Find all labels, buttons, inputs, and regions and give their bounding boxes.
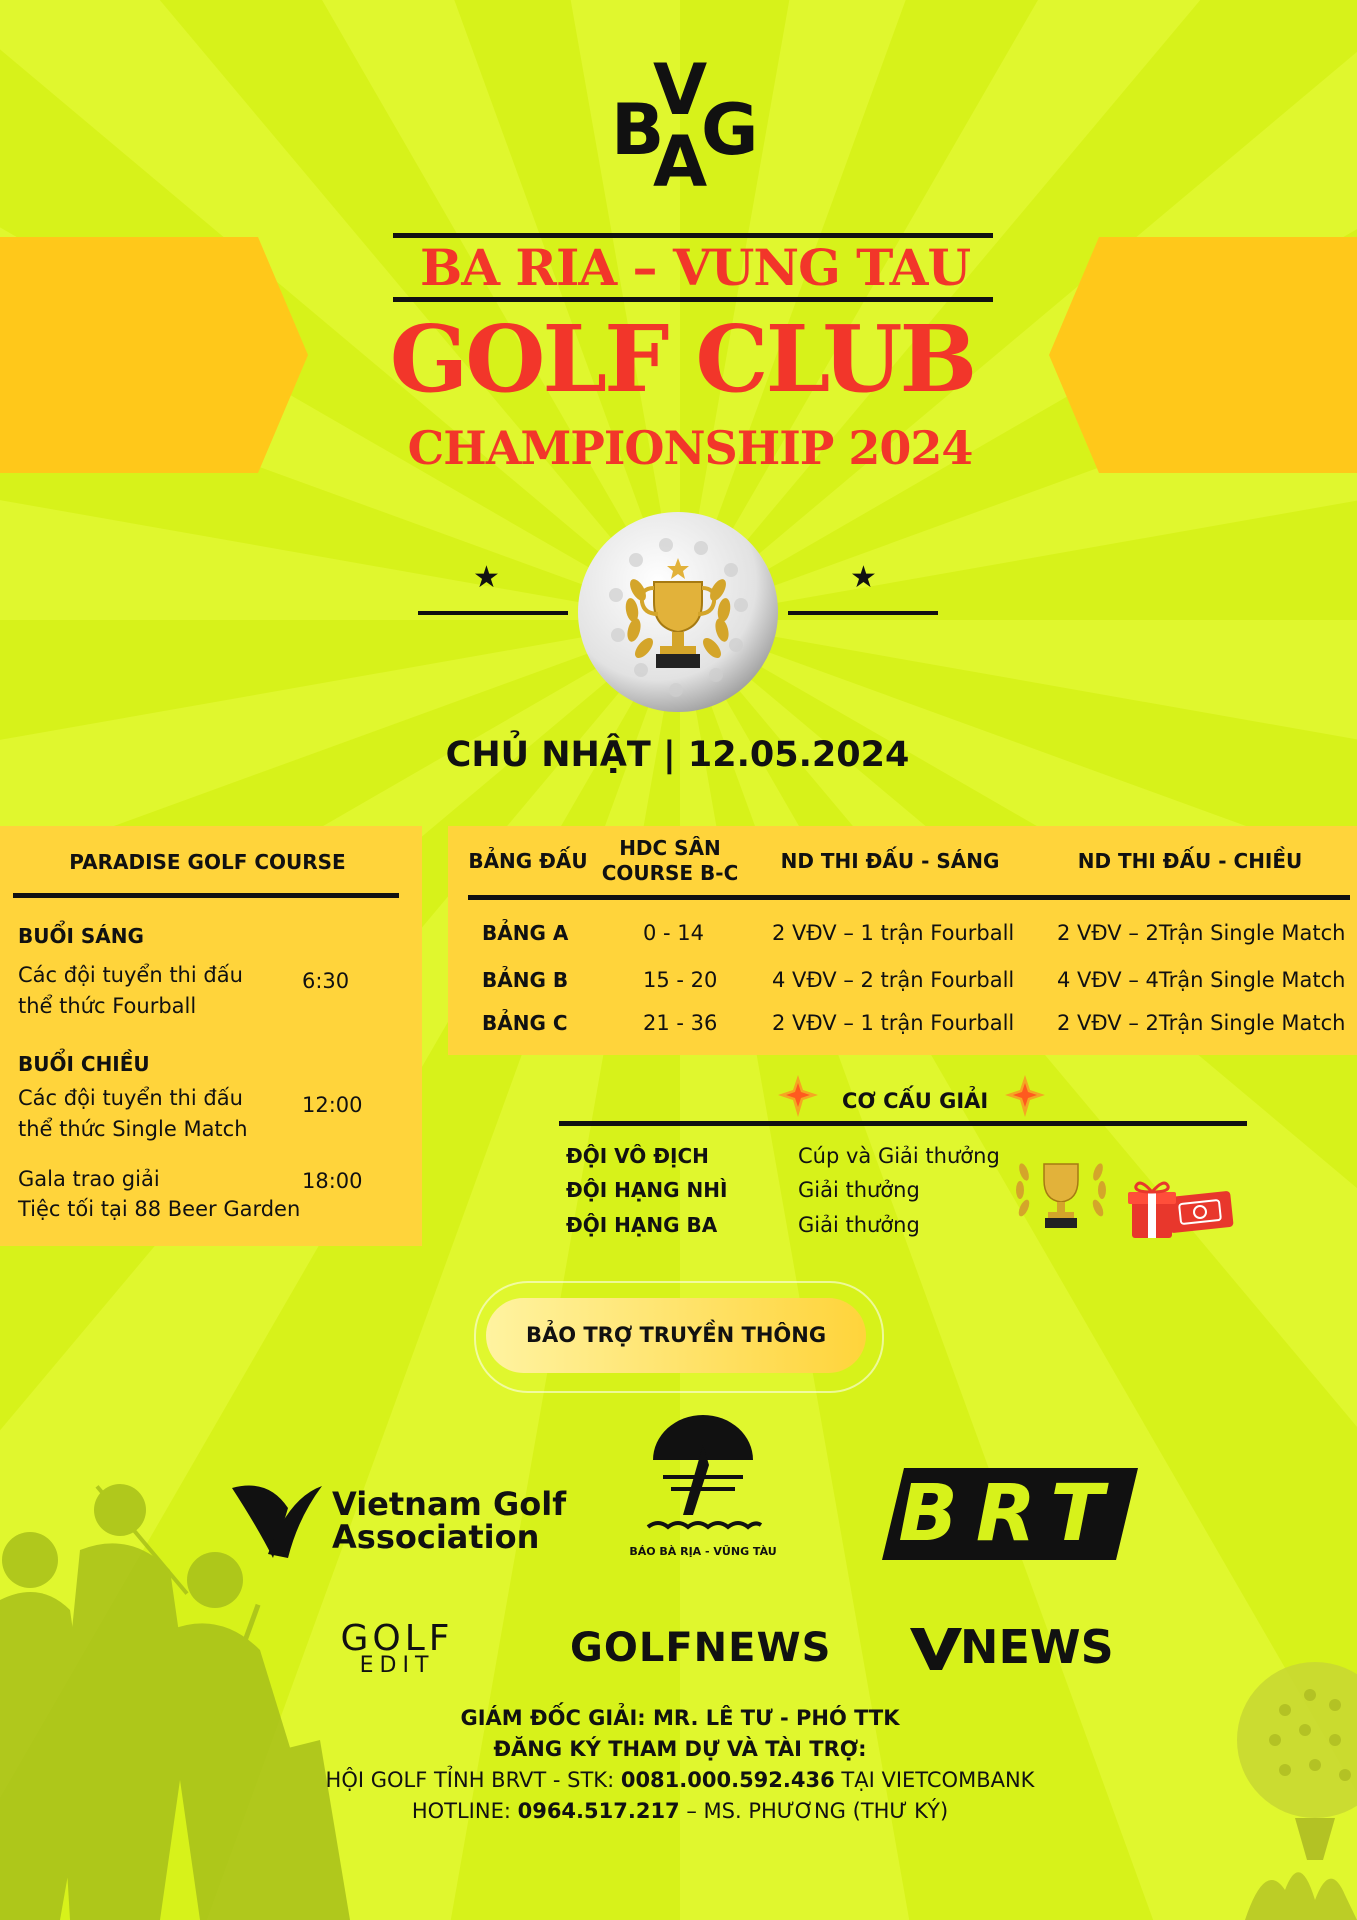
venue-heading: PARADISE GOLF COURSE [69, 850, 346, 874]
table-header: HDC SÂN COURSE B-C [601, 836, 739, 885]
table-cell: 4 VĐV – 4Trận Single Match [1057, 968, 1346, 992]
sparkle-icon [778, 1075, 818, 1117]
title-line-3: CHAMPIONSHIP 2024 [407, 421, 973, 475]
vnews-v-icon [910, 1628, 962, 1670]
prize-reward: Giải thưởng [798, 1178, 920, 1202]
golf-ball-trophy-icon [576, 510, 780, 714]
brt-logo: BRT [882, 1468, 1138, 1560]
table-cell: 2 VĐV – 1 trận Fourball [772, 1011, 1015, 1035]
afternoon-time: 12:00 [302, 1093, 363, 1117]
hotline-line: HOTLINE: 0964.517.217 – MS. PHƯƠNG (THƯ KÝ) [411, 1799, 949, 1823]
divider-right [788, 611, 938, 615]
table-cell: 2 VĐV – 1 trận Fourball [772, 921, 1015, 945]
prize-rule [559, 1121, 1247, 1126]
baobrvt-name: BÁO BÀ RỊA - VŨNG TÀU [629, 1545, 777, 1558]
title-line-1: BA RIA – VUNG TAU [419, 238, 971, 297]
bank-account: 0081.000.592.436 [620, 1768, 835, 1792]
bvag-logo: B V A G [611, 49, 759, 203]
morning-desc-1: Các đội tuyển thi đấu [18, 963, 243, 987]
prize-rank: ĐỘI VÔ ĐỊCH [566, 1144, 709, 1168]
register-line: ĐĂNG KÝ THAM DỰ VÀ TÀI TRỢ: [493, 1737, 867, 1761]
golfedit-logo-top: GOLF [340, 1618, 454, 1659]
table-cell: 21 - 36 [643, 1011, 718, 1035]
prize-reward: Cúp và Giải thưởng [798, 1144, 1000, 1168]
golf-ball-tee-icon [1205, 1660, 1357, 1920]
bank-line: HỘI GOLF TỈNH BRVT - STK: 0081.000.592.436 TẠI VIETCOMBANK [325, 1768, 1035, 1792]
title-line-2: GOLF CLUB [389, 305, 975, 413]
title-mid-rule [393, 297, 993, 302]
director-line: GIÁM ĐỐC GIẢI: MR. LÊ TƯ - PHÓ TTK [460, 1706, 900, 1730]
media-partners-button[interactable]: BẢO TRỢ TRUYỀN THÔNG [486, 1298, 866, 1373]
gala-desc-1: Gala trao giải [18, 1167, 160, 1191]
vnews-logo: NEWS [960, 1620, 1114, 1674]
table-header: ND THI ĐẤU - SÁNG [780, 849, 1000, 873]
table-cell: BẢNG C [482, 1011, 568, 1035]
left-ribbon [0, 237, 308, 473]
gala-time: 18:00 [302, 1169, 363, 1193]
prize-rank: ĐỘI HẠNG BA [566, 1213, 718, 1237]
table-header: ND THI ĐẤU - CHIỀU [1077, 849, 1303, 873]
star-icon: ★ [850, 560, 877, 595]
sparkle-icon [1005, 1075, 1045, 1117]
divider-left [418, 611, 568, 615]
golfedit-logo-bottom: EDIT [359, 1653, 435, 1678]
gala-desc-2: Tiệc tối tại 88 Beer Garden [18, 1197, 301, 1221]
afternoon-desc-2: thể thức Single Match [18, 1117, 248, 1141]
table-cell: 0 - 14 [643, 921, 705, 945]
vga-name-line1: Vietnam Golf [332, 1485, 567, 1523]
prize-reward: Giải thưởng [798, 1213, 920, 1237]
event-date: CHỦ NHẬT | 12.05.2024 [445, 735, 910, 775]
vga-name-line2: Association [332, 1518, 540, 1556]
star-icon: ★ [473, 560, 500, 595]
table-header: BẢNG ĐẤU [468, 849, 588, 873]
footer-info [250, 1703, 1110, 1827]
morning-time: 6:30 [302, 969, 350, 993]
right-ribbon [1049, 237, 1357, 473]
table-cell: 2 VĐV – 2Trận Single Match [1057, 921, 1346, 945]
morning-heading: BUỔI SÁNG [18, 924, 144, 948]
trophy-icon [1010, 1142, 1112, 1238]
hotline-number[interactable]: 0964.517.217 [517, 1799, 680, 1823]
table-cell: 15 - 20 [643, 968, 718, 992]
prize-rank: ĐỘI HẠNG NHÌ [566, 1178, 728, 1202]
table-rule [468, 895, 1350, 900]
gift-money-icon [1128, 1178, 1234, 1240]
baobrvt-logo-icon [643, 1415, 763, 1540]
table-cell: 4 VĐV – 2 trận Fourball [772, 968, 1015, 992]
table-cell: BẢNG B [482, 968, 569, 992]
afternoon-desc-1: Các đội tuyển thi đấu [18, 1086, 243, 1110]
schedule-rule [13, 893, 399, 898]
prize-heading: CƠ CẤU GIẢI [842, 1089, 989, 1113]
afternoon-heading: BUỔI CHIỀU [18, 1052, 150, 1076]
morning-desc-2: thể thức Fourball [18, 994, 197, 1018]
golfnews-logo: GOLFNEWS [570, 1625, 832, 1671]
vga-logo-icon [228, 1478, 324, 1564]
table-cell: BẢNG A [482, 921, 569, 945]
table-cell: 2 VĐV – 2Trận Single Match [1057, 1011, 1346, 1035]
